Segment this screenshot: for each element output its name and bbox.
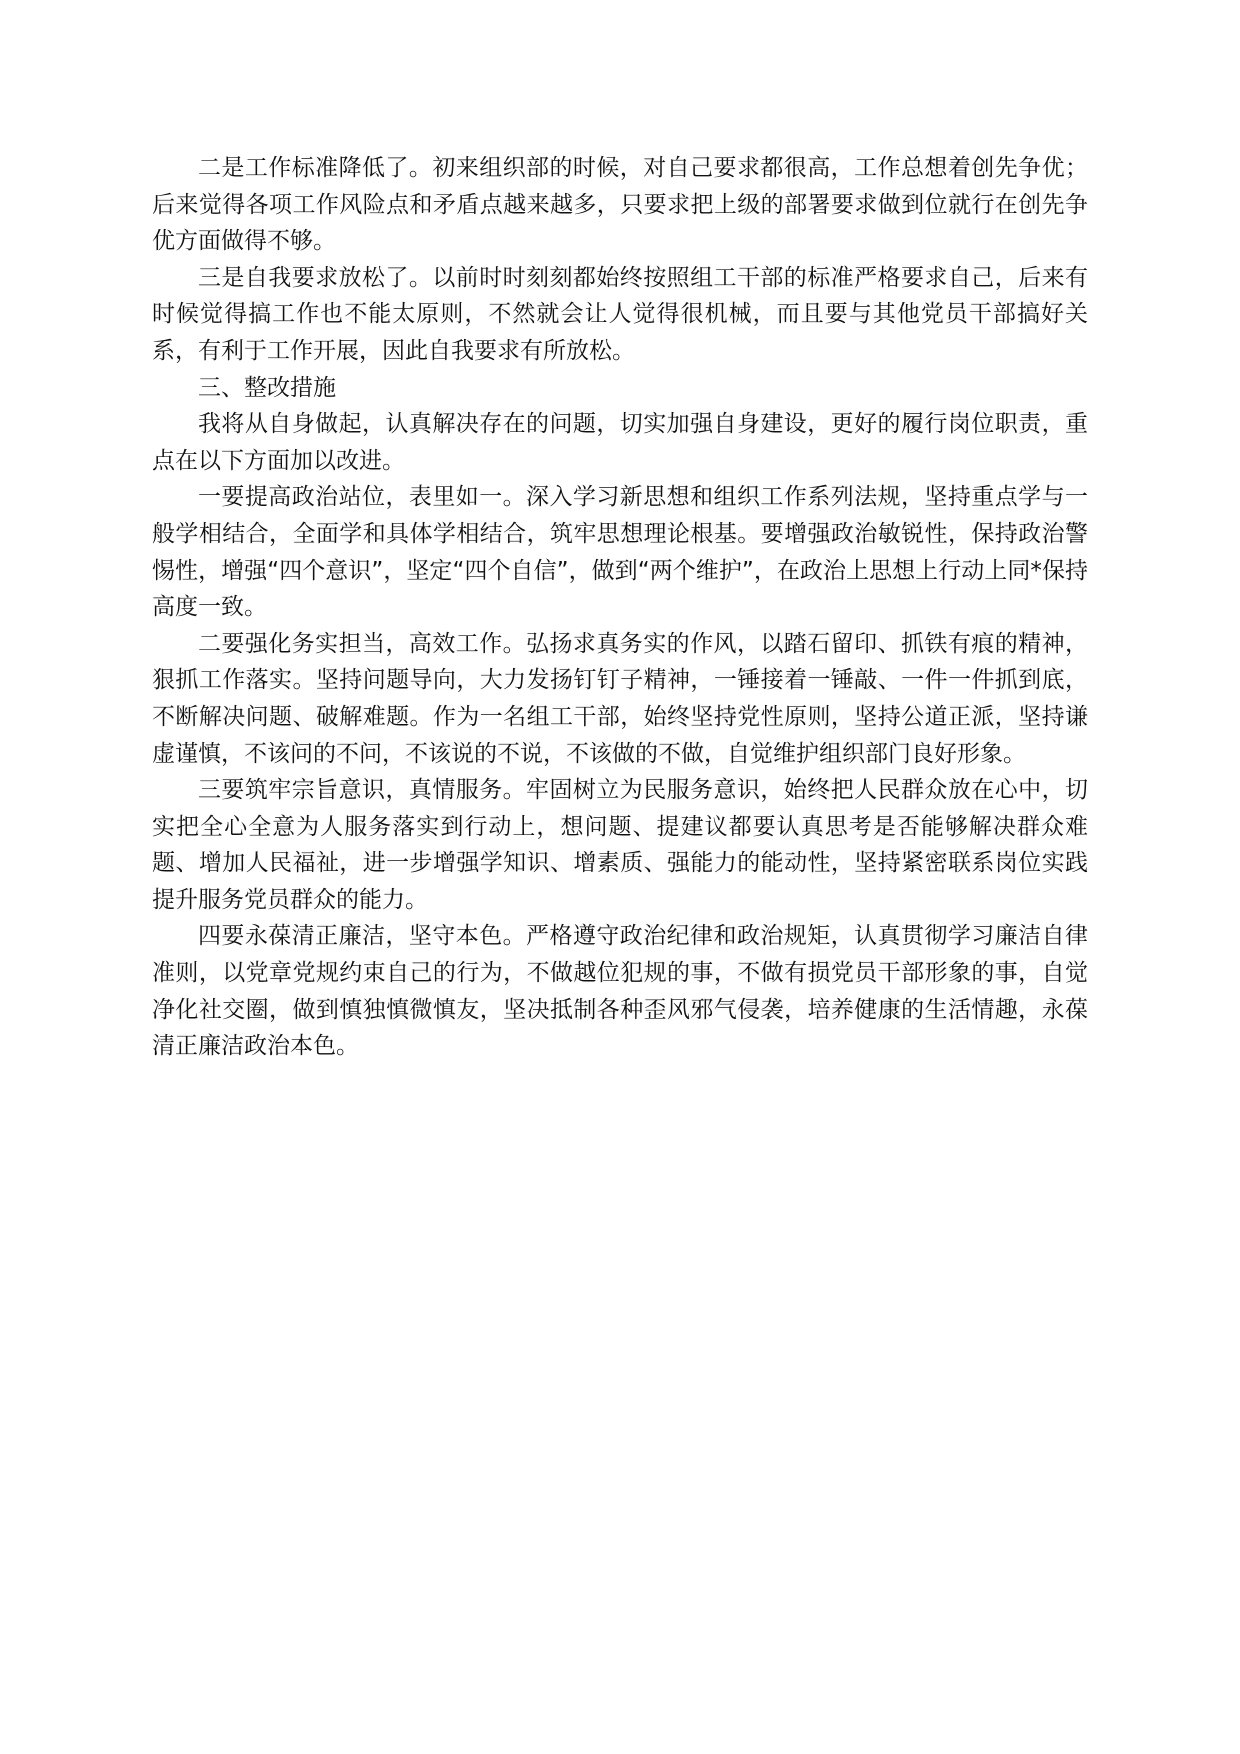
paragraph-intro: 我将从自身做起，认真解决存在的问题，切实加强自身建设，更好的履行岗位职责，重点在以下方面加以改进。 xyxy=(152,411,1088,474)
section-heading-rectification: 三、整改措施 xyxy=(198,374,336,401)
paragraph-integrity: 四要永葆清正廉洁，坚守本色。严格遵守政治纪律和政治规矩，认真贯彻学习廉洁自律准则，以党章党规约束自己的行为，不做越位犯规的事，不做有损党员干部形象的事，自觉净化社交圈，做到慎独慎微慎友，坚决抵制各种歪风邪气侵袭，培养健康的生活情趣，永葆清正廉洁政治本色。 xyxy=(152,923,1088,1060)
paragraph-service: 三要筑牢宗旨意识，真情服务。牢固树立为民服务意识，始终把人民群众放在心中，切实把全心全意为人服务落实到行动上，想问题、提建议都要认真思考是否能够解决群众难题、增加人民福祉，进一步增强学知识、增素质、强能力的能动性，坚持紧密联系岗位实践提升服务党员群众的能力。 xyxy=(152,777,1088,913)
document-body xyxy=(152,150,1088,1065)
paragraph-work-standard: 二是工作标准降低了。初来组织部的时候，对自己要求都很高，工作总想着创先争优；后来觉得各项工作风险点和矛盾点越来越多，只要求把上级的部署要求做到位就行在创先争优方面做得不够。 xyxy=(152,155,1088,255)
paragraph-political-stance: 一要提高政治站位，表里如一。深入学习新思想和组织工作系列法规，坚持重点学与一般学相结合，全面学和具体学相结合，筑牢思想理论根基。要增强政治敏锐性，保持政治警惕性，增强“四个意识”，坚定“四个自信”，做到“两个维护”，在政治上思想上行动上同*保持高度一致。 xyxy=(152,484,1088,621)
paragraph-pragmatic-work: 二要强化务实担当，高效工作。弘扬求真务实的作风，以踏石留印、抓铁有痕的精神，狠抓工作落实。坚持问题导向，大力发扬钉钉子精神，一锤接着一锤敲、一件一件抓到底，不断解决问题、破解难题。作为一名组工干部，始终坚持党性原则，坚持公道正派，坚持谦虚谨慎，不该问的不问，不该说的不说，不该做的不做，自觉维护组织部门良好形象。 xyxy=(152,630,1088,767)
paragraph-self-discipline: 三是自我要求放松了。以前时时刻刻都始终按照组工干部的标准严格要求自己，后来有时候觉得搞工作也不能太原则，不然就会让人觉得很机械，而且要与其他党员干部搞好关系，有利于工作开展，因此自我要求有所放松。 xyxy=(152,264,1088,364)
